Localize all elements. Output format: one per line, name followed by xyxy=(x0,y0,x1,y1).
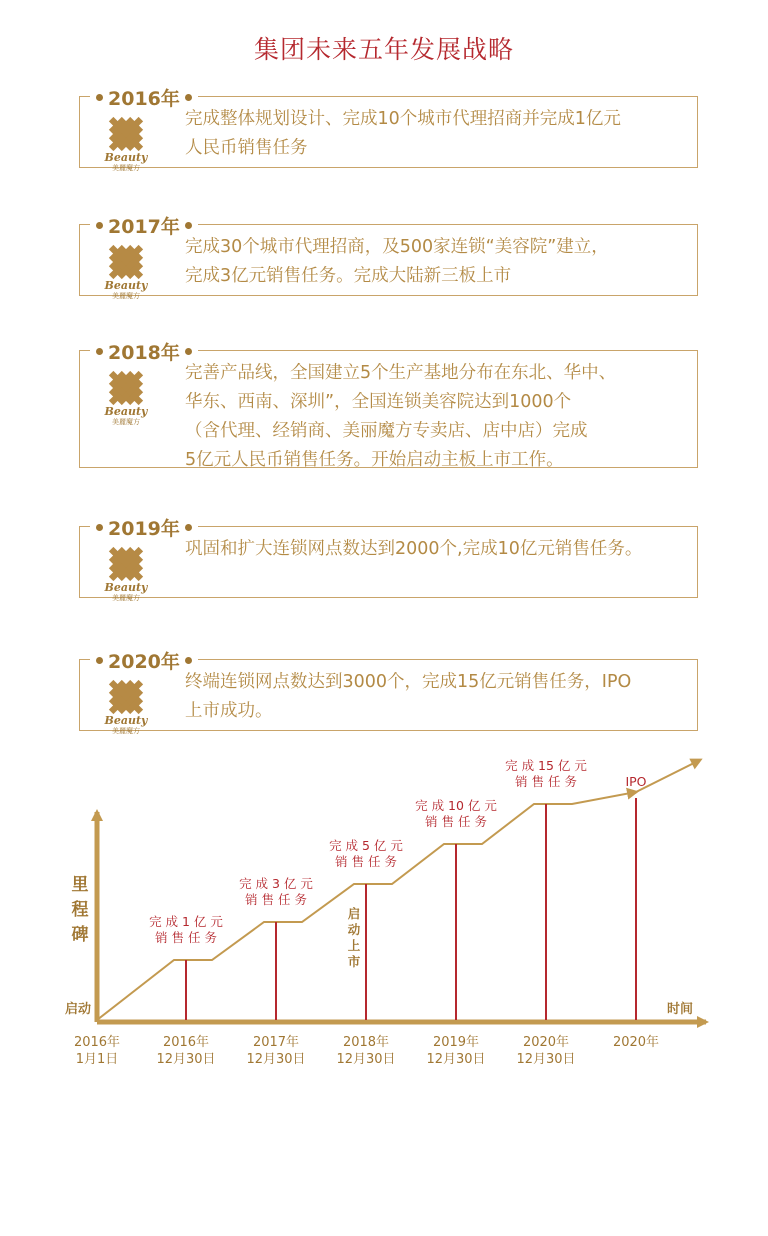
plan-text-line: 完善产品线，全国建立5个生产基地分布在东北、华中、 xyxy=(185,363,617,383)
milestone-date: 2017年 xyxy=(252,1035,300,1050)
milestone-label: IPO xyxy=(625,774,647,789)
milestone-date: 2018年 xyxy=(342,1035,390,1050)
milestone-label: 完 成 1 亿 元 xyxy=(149,914,223,929)
dot-icon xyxy=(96,657,103,664)
dot-icon xyxy=(185,524,192,531)
brand-logo xyxy=(98,679,154,741)
milestone-date: 2019年 xyxy=(432,1035,480,1050)
dot-icon xyxy=(185,348,192,355)
logo-name: Beauty xyxy=(104,151,148,164)
logo-cn: 美麗魔方 xyxy=(112,727,140,735)
milestone-label: 销 售 任 务 xyxy=(515,774,577,789)
milestone-date: 2020年 xyxy=(612,1035,660,1050)
logo-cn: 美麗魔方 xyxy=(112,164,140,172)
milestone-date: 12月30日 xyxy=(336,1052,396,1067)
page-title: 集团未来五年发展战略 xyxy=(253,35,514,64)
year-tag xyxy=(90,85,198,109)
plan-text-line: 完成3亿元销售任务。完成大陆新三板上市 xyxy=(185,266,512,286)
logo-mark xyxy=(98,679,154,715)
year-tag xyxy=(90,515,198,539)
y-axis-label: 里 xyxy=(71,875,89,895)
milestone-note: 动 xyxy=(347,922,361,937)
dot-icon xyxy=(185,657,192,664)
dot-icon xyxy=(96,222,103,229)
milestone-date: 2020年 xyxy=(522,1035,570,1050)
milestone-label: 完 成 10 亿 元 xyxy=(415,798,497,813)
logo-cn: 美麗魔方 xyxy=(112,594,140,602)
milestone-label: 销 售 任 务 xyxy=(425,814,487,829)
plan-card xyxy=(79,215,698,300)
plan-text-line: 人民币销售任务 xyxy=(185,138,308,158)
milestone-label: 销 售 任 务 xyxy=(335,854,397,869)
milestone-label: 销 售 任 务 xyxy=(245,892,307,907)
milestone-date: 12月30日 xyxy=(246,1052,306,1067)
milestone-date: 2016年 xyxy=(162,1035,210,1050)
plan-text xyxy=(185,105,689,163)
logo-cn: 美麗魔方 xyxy=(112,292,140,300)
dot-icon xyxy=(96,94,103,101)
plan-text xyxy=(185,668,689,726)
brand-logo xyxy=(98,116,154,178)
year-tag xyxy=(90,339,198,363)
milestone-label: 销 售 任 务 xyxy=(155,930,217,945)
plan-card xyxy=(79,87,698,172)
plan-card xyxy=(79,341,698,470)
plan-card xyxy=(79,650,698,735)
dot-icon xyxy=(96,524,103,531)
year-label: 2018年 xyxy=(108,341,180,364)
y-axis-label: 程 xyxy=(71,900,89,920)
logo-mark xyxy=(98,244,154,280)
year-label: 2020年 xyxy=(108,650,180,673)
logo-name: Beauty xyxy=(104,581,148,594)
brand-logo xyxy=(98,370,154,432)
milestone-label: 完 成 15 亿 元 xyxy=(505,758,587,773)
milestone-label: 完 成 3 亿 元 xyxy=(239,876,313,891)
logo-mark xyxy=(98,546,154,582)
start-date-label: 1月1日 xyxy=(75,1052,119,1067)
milestone-date: 12月30日 xyxy=(426,1052,486,1067)
milestone-note: 市 xyxy=(347,954,361,969)
plan-text-line: 完成30个城市代理招商，及500家连锁“美容院”建立， xyxy=(185,237,609,257)
dot-icon xyxy=(96,348,103,355)
plan-text xyxy=(185,359,689,475)
plan-card xyxy=(79,517,698,602)
y-axis-label: 碑 xyxy=(71,925,89,945)
year-label: 2019年 xyxy=(108,517,180,540)
milestone-note: 上 xyxy=(347,938,361,953)
milestone-label: 完 成 5 亿 元 xyxy=(329,838,403,853)
start-label: 启动 xyxy=(64,1002,92,1017)
logo-name: Beauty xyxy=(104,405,148,418)
x-axis-label: 时间 xyxy=(666,1002,694,1017)
start-date-label: 2016年 xyxy=(73,1035,121,1050)
plan-text-line: 终端连锁网点数达到3000个，完成15亿元销售任务，IPO xyxy=(185,672,632,692)
plan-text-line: 上市成功。 xyxy=(185,701,273,721)
milestone-date: 12月30日 xyxy=(156,1052,216,1067)
plan-text-line: （含代理、经销商、美丽魔方专卖店、店中店）完成 xyxy=(185,421,588,441)
plan-text xyxy=(185,233,689,291)
year-tag xyxy=(90,213,198,237)
roadmap-chart xyxy=(0,750,768,1090)
milestone-date: 12月30日 xyxy=(516,1052,576,1067)
logo-mark xyxy=(98,370,154,406)
dot-icon xyxy=(185,222,192,229)
logo-name: Beauty xyxy=(104,714,148,727)
milestone-note: 启 xyxy=(347,906,361,921)
year-tag xyxy=(90,648,198,672)
roadmap-svg xyxy=(0,750,768,1090)
year-label: 2016年 xyxy=(108,87,180,110)
year-label: 2017年 xyxy=(108,215,180,238)
plan-text-line: 5亿元人民币销售任务。开始启动主板上市工作。 xyxy=(185,450,564,470)
plan-text-line: 完成整体规划设计、完成10个城市代理招商并完成1亿元 xyxy=(185,109,621,129)
brand-logo xyxy=(98,244,154,306)
logo-cn: 美麗魔方 xyxy=(112,418,140,426)
dot-icon xyxy=(185,94,192,101)
brand-logo xyxy=(98,546,154,608)
logo-name: Beauty xyxy=(104,279,148,292)
plan-text-line: 华东、西南、深圳”，全国连锁美容院达到1000个 xyxy=(185,392,572,412)
logo-mark xyxy=(98,116,154,152)
plan-text-line: 巩固和扩大连锁网点数达到2000个,完成10亿元销售任务。 xyxy=(185,539,643,559)
plan-text xyxy=(185,535,689,564)
